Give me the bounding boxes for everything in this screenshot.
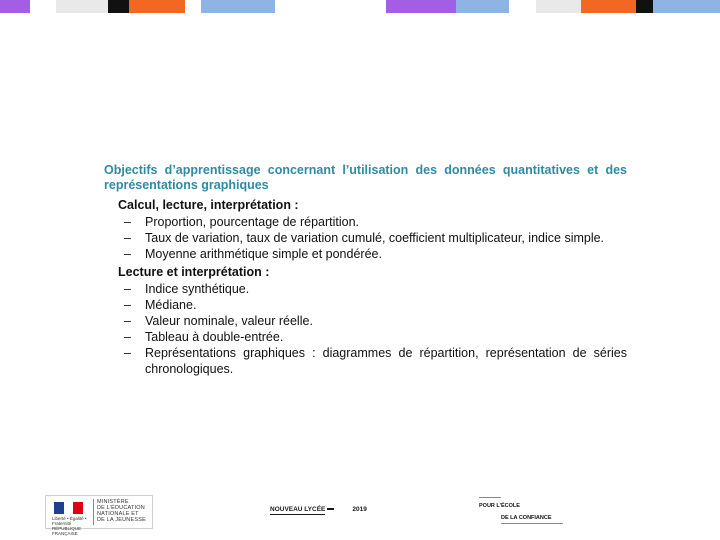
list-item xyxy=(104,281,627,297)
logo-divider xyxy=(93,499,94,525)
bar-segment xyxy=(0,0,30,13)
list-item xyxy=(104,214,627,230)
list-item xyxy=(104,313,627,329)
lycee-dash xyxy=(327,508,334,510)
list-item xyxy=(104,297,627,313)
list-item-text: Tableau à double-entrée. xyxy=(145,330,284,344)
list-item-text: Taux de variation, taux de variation cumulé, coefficient multiplicateur, indice simple. xyxy=(145,231,605,245)
bar-segment xyxy=(56,0,108,13)
list-item-text: Moyenne arithmétique simple et pondérée. xyxy=(145,247,382,261)
dash-bullet: – xyxy=(124,314,131,328)
french-flag-icon xyxy=(54,502,83,514)
bar-segment xyxy=(129,0,185,13)
list-item-text: Indice synthétique. xyxy=(145,282,250,296)
orange-line xyxy=(501,523,563,524)
list-item xyxy=(104,329,627,345)
dash-bullet: – xyxy=(124,215,131,229)
ministry-line: DE LA JEUNESSE xyxy=(97,517,146,523)
slide-heading: Objectifs d’apprentissage concernant l’utilisation des données quantitatives et des représentations graphiques xyxy=(104,163,627,192)
slide-content xyxy=(104,163,627,380)
ecole-line-1: POUR L’ÉCOLE xyxy=(479,503,520,509)
lycee-label: NOUVEAU LYCÉE xyxy=(270,506,326,513)
bar-segment xyxy=(108,0,129,13)
top-color-bar xyxy=(0,0,720,13)
nouveau-lycee-logo xyxy=(270,506,367,513)
list-item xyxy=(104,345,627,377)
bar-segment xyxy=(581,0,636,13)
ministry-line: DE L’ÉDUCATION xyxy=(97,505,145,511)
lycee-year: 2019 xyxy=(352,506,367,513)
bar-segment xyxy=(536,0,581,13)
list-item-text: Proportion, pourcentage de répartition. xyxy=(145,215,360,229)
list-item xyxy=(104,246,627,262)
orange-line xyxy=(479,497,501,498)
ministry-logo xyxy=(45,495,153,536)
bar-segment xyxy=(456,0,509,13)
bar-segment xyxy=(201,0,275,13)
list-item xyxy=(104,230,627,246)
list-item-text: Médiane. xyxy=(145,298,197,312)
bullet-list xyxy=(104,281,627,377)
bullet-list xyxy=(104,214,627,262)
dash-bullet: – xyxy=(124,231,131,245)
republique-text: Liberté • Égalité • Fraternité RÉPUBLIQUE FRANÇAISE xyxy=(52,516,87,536)
bar-segment xyxy=(653,0,720,13)
dash-bullet: – xyxy=(124,247,131,261)
section-title: Lecture et interprétation : xyxy=(118,265,270,279)
bar-segment xyxy=(386,0,456,13)
dash-bullet: – xyxy=(124,330,131,344)
ministry-line: MINISTÈRE xyxy=(97,499,129,505)
dash-bullet: – xyxy=(124,282,131,296)
section-title: Calcul, lecture, interprétation : xyxy=(118,198,299,212)
list-item-text: Valeur nominale, valeur réelle. xyxy=(145,314,313,328)
ministry-line: NATIONALE ET xyxy=(97,511,139,517)
ecole-line-2: DE LA CONFIANCE xyxy=(501,515,552,521)
dash-bullet: – xyxy=(124,298,131,312)
dash-bullet: – xyxy=(124,346,131,360)
list-item-text: Représentations graphiques : diagrammes de répartition, représentation de séries chronologiques. xyxy=(145,346,627,376)
bar-segment xyxy=(636,0,653,13)
ministry-name xyxy=(97,499,151,523)
footer xyxy=(0,490,720,540)
